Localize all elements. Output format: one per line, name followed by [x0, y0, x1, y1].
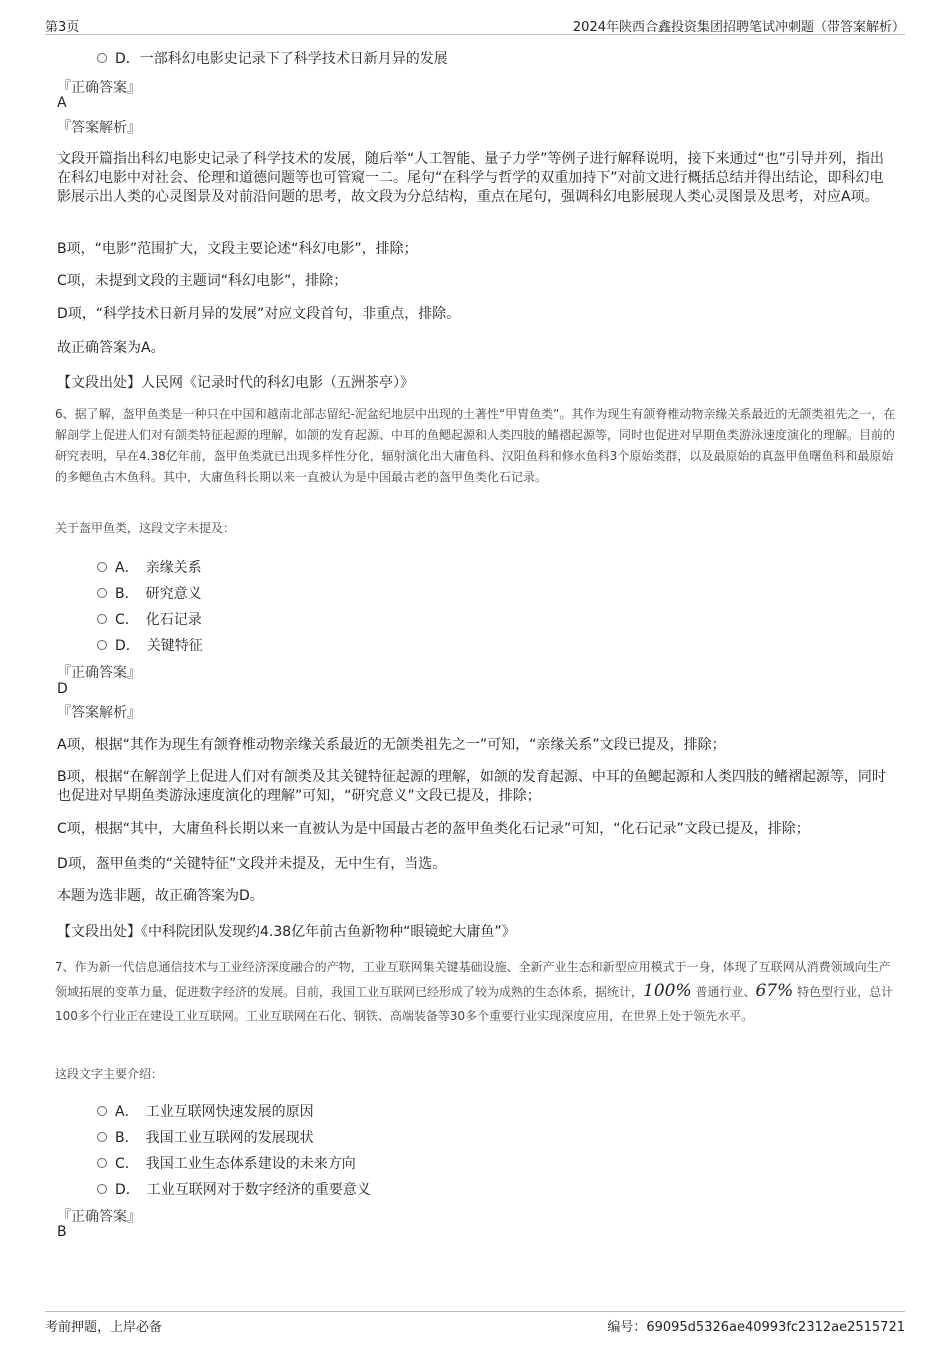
page-number: 第3页 — [45, 20, 80, 35]
correct-answer: A — [57, 95, 67, 111]
analysis-paragraph: D项，“科学技术日新月异的发展”对应文段首句，非重点，排除。 — [57, 306, 461, 322]
stem-text: 7、作为新一代信息通信技术与工业经济深度融合的产物，工业互联网集关键基础设施、全新产业生态和新型应用模式于一身，体现了互联网从消费领域向生产领域拓展的变革力量，促进数字经济的发展。目前，我国工业互联网已经形成了较为成熟的生态体系，据统计， — [55, 960, 891, 999]
option-d[interactable] — [97, 635, 203, 655]
option-label: A． 工业互联网快速发展的原因 — [115, 1104, 314, 1120]
document-title: 2024年陕西合鑫投资集团招聘笔试冲刺题（带答案解析） — [572, 20, 905, 35]
option-label: C． 我国工业生态体系建设的未来方向 — [115, 1156, 356, 1172]
option-a[interactable] — [97, 1101, 314, 1121]
analysis-paragraph: D项，盔甲鱼类的“关键特征”文段并未提及，无中生有，当选。 — [57, 856, 447, 872]
option-label: B． 研究意义 — [115, 586, 202, 602]
option-c[interactable] — [97, 609, 202, 629]
radio-icon[interactable] — [97, 640, 107, 650]
radio-icon[interactable] — [97, 53, 107, 63]
correct-answer-label: 『正确答案』 — [57, 665, 141, 681]
analysis-paragraph: B项，根据“在解剖学上促进人们对有颌类及其关键特征起源的理解，如颌的发育起源、中耳的鱼鳃起源和人类四肢的鳍褶起源等，同时也促进对早期鱼类游泳速度演化的理解”可知，“研究意义”文段已提及，排除； — [57, 769, 886, 804]
radio-icon[interactable] — [97, 1132, 107, 1142]
option-b[interactable] — [97, 583, 202, 603]
option-label: A． 亲缘关系 — [115, 560, 202, 576]
question-prompt: 关于盔甲鱼类，这段文字未提及： — [55, 521, 236, 535]
option-label: D． 工业互联网对于数字经济的重要意义 — [115, 1182, 371, 1198]
source-citation: 【文段出处】《中科院团队发现约4.38亿年前古鱼新物种“眼镜蛇大庸鱼”》 — [57, 924, 516, 940]
stem-text: 特色型行业，总计100多个行业正在建设工业互联网。工业互联网在石化、钢铁、高端装备等30多个重要行业实现深度应用，在世界上处于领先水平。 — [55, 985, 894, 1023]
footer-slogan: 考前押题，上岸必备 — [45, 1320, 163, 1335]
page-header — [45, 14, 905, 35]
option-label: C． 化石记录 — [115, 612, 202, 628]
option-d[interactable] — [97, 1179, 371, 1199]
percent-100: 100% — [643, 981, 692, 1001]
option-label: D． 关键特征 — [115, 638, 203, 654]
radio-icon[interactable] — [97, 588, 107, 598]
analysis-label: 『答案解析』 — [57, 120, 141, 136]
conclusion: 本题为选非题，故正确答案为D。 — [57, 888, 264, 904]
question-prompt: 这段文字主要介绍： — [55, 1067, 164, 1081]
analysis-paragraph: A项，根据“其作为现生有颌脊椎动物亲缘关系最近的无颌类祖先之一”可知，“亲缘关系”文段已提及，排除； — [57, 737, 726, 753]
conclusion: 故正确答案为A。 — [57, 340, 165, 356]
option-b[interactable] — [97, 1127, 314, 1147]
radio-icon[interactable] — [97, 562, 107, 572]
source-citation: 【文段出处】人民网《记录时代的科幻电影（五洲茶亭）》 — [57, 375, 414, 391]
analysis-paragraph: C项，未提到文段的主题词“科幻电影”，排除； — [57, 273, 348, 289]
analysis-paragraph: C项，根据“其中，大庸鱼科长期以来一直被认为是中国最古老的盔甲鱼类化石记录”可知，“化石记录”文段已提及，排除； — [57, 821, 810, 837]
stem-text: 普通行业、 — [695, 985, 756, 999]
option-c[interactable] — [97, 1153, 356, 1173]
question-stem — [55, 955, 900, 1028]
percent-67: 67% — [755, 981, 794, 1001]
page-footer — [45, 1311, 905, 1335]
document-id: 编号：69095d5326ae40993fc2312ae2515721 — [607, 1320, 905, 1335]
correct-answer-label: 『正确答案』 — [57, 80, 141, 96]
radio-icon[interactable] — [97, 1158, 107, 1168]
question-stem: 6、据了解，盔甲鱼类是一种只在中国和越南北部志留纪-泥盆纪地层中出现的土著性“甲胄鱼类”。其作为现生有颌脊椎动物亲缘关系最近的无颌类祖先之一，在解剖学上促进人们对有颌类特征起源的理解，如颌的发育起源、中耳的鱼鳃起源和人类四肢的鳍褶起源等，同时也促进对早期鱼类游泳速度演化的理解。目前的研究表明，早在4.38亿年前，盔甲鱼类就已出现多样性分化，辐射演化出大庸鱼科、汉阳鱼科和修水鱼科3个原始类群，以及最原始的真盔甲鱼曙鱼科和最原始的多鳃鱼古木鱼科。其中，大庸鱼科长期以来一直被认为是中国最古老的盔甲鱼类化石记录。 — [55, 407, 896, 484]
radio-icon[interactable] — [97, 614, 107, 624]
option-label: B． 我国工业互联网的发展现状 — [115, 1130, 314, 1146]
radio-icon[interactable] — [97, 1106, 107, 1116]
correct-answer-label: 『正确答案』 — [57, 1209, 141, 1225]
option-d[interactable] — [97, 48, 448, 68]
correct-answer: B — [57, 1224, 67, 1240]
option-a[interactable] — [97, 557, 202, 577]
radio-icon[interactable] — [97, 1184, 107, 1194]
correct-answer: D — [57, 681, 68, 697]
analysis-label: 『答案解析』 — [57, 705, 141, 721]
analysis-paragraph: B项，“电影”范围扩大，文段主要论述“科幻电影”，排除； — [57, 241, 418, 257]
option-label: D．一部科幻电影史记录下了科学技术日新月异的发展 — [115, 51, 448, 67]
analysis-paragraph: 文段开篇指出科幻电影史记录了科学技术的发展，随后举“人工智能、量子力学”等例子进行解释说明，接下来通过“也”引导并列，指出在科幻电影中对社会、伦理和道德问题等也可管窥一二。尾句“在科学与哲学的双重加持下”对前文进行概括总结并得出结论，即科幻电影展示出人类的心灵图景及对前沿问题的思考，故文段为分总结构，重点在尾句，强调科幻电影展现人类心灵图景及思考，对应A项。 — [57, 151, 885, 205]
